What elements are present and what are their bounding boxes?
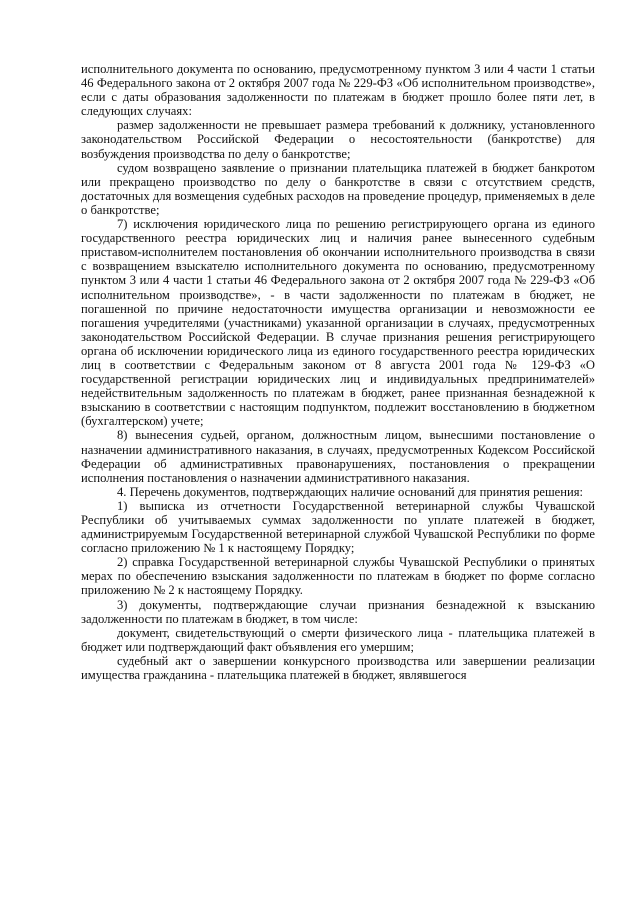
paragraph-9: 3) документы, подтверждающие случаи признания безнадежной к взысканию задолженности по платежам в бюджет, в том числе: — [81, 597, 595, 626]
paragraph-11: судебный акт о завершении конкурсного производства или завершении реализации имущества гражданина - плательщика платежей в бюджет, являвшегося — [81, 653, 595, 683]
paragraph-3: судом возвращено заявление о признании плательщика платежей в бюджет банкротом или прекращено производство по делу о банкротстве в связи с отсутствием средств, достаточных для возмещения судебных расходов на проведение процедур, применяемых в деле о банкротстве; — [81, 160, 595, 217]
document-page — [81, 62, 595, 682]
paragraph-7: 1) выписка из отчетности Государственной ветеринарной службы Чувашской Республики об учитываемых суммах задолженности по уплате платежей в бюджет, администрируемым Государственной ветеринарной службой Чувашской Республики по форме согласно приложению № 1 к настоящему Порядку; — [81, 498, 595, 556]
paragraph-5: 8) вынесения судьей, органом, должностным лицом, вынесшими постановление о назначении административного наказания, в случаях, предусмотренных Кодексом Российской Федерации об административных правонарушениях, постановления о прекращении исполнения постановления о назначении административного наказания. — [81, 428, 595, 485]
paragraph-8: 2) справка Государственной ветеринарной службы Чувашской Республики о принятых мерах по обеспечению взыскания задолженности по платежам в бюджет по форме согласно приложению № 2 к настоящему Порядку. — [81, 555, 595, 598]
paragraph-10: документ, свидетельствующий о смерти физического лица - плательщика платежей в бюджет или подтверждающий факт объявления его умершим; — [81, 625, 595, 654]
paragraph-2: размер задолженности не превышает размера требований к должнику, установленного законодательством Российской Федерации о несостоятельности (банкротстве) для возбуждения производства по делу о банкротстве; — [81, 118, 595, 161]
paragraph-4: 7) исключения юридического лица по решению регистрирующего органа из единого государственного реестра юридических лиц и наличия ранее вынесенного судебным приставом-исполнителем постановления об окончании исполнительного производства в связи с возвращением взыскателю исполнительного документа по основанию, предусмотренному пунктом 3 или 4 части 1 статьи 46 Федерального закона от 2 октября 2007 года № 229-ФЗ «Об исполнительном производстве», - в части задолженности по платежам в бюджет, не погашенной по причине недостаточности имущества организации и невозможности ее погашения учредителями (участниками) указанной организации в случаях, предусмотренных законодательством Российской Федерации. В случае признания решения регистрирующего органа об исключении юридического лица из единого государственного реестра юридических лиц в соответствии с Федеральным законом от 8 августа 2001 года № 129-ФЗ «О государственной регистрации юридических лиц и индивидуальных предпринимателей» недействительным задолженность по платежам в бюджет, ранее признанная безнадежной к взысканию в соответствии с настоящим подпунктом, подлежит восстановлению в бюджетном (бухгалтерском) учете; — [81, 217, 595, 429]
paragraph-6: 4. Перечень документов, подтверждающих наличие оснований для принятия решения: — [117, 484, 584, 499]
paragraph-1: исполнительного документа по основанию, предусмотренному пунктом 3 или 4 части 1 статьи 46 Федерального закона от 2 октября 2007 года № 229-ФЗ «Об исполнительном производстве», если с даты образования задолженности по платежам в бюджет прошло более пяти лет, в следующих случаях: — [81, 62, 595, 119]
